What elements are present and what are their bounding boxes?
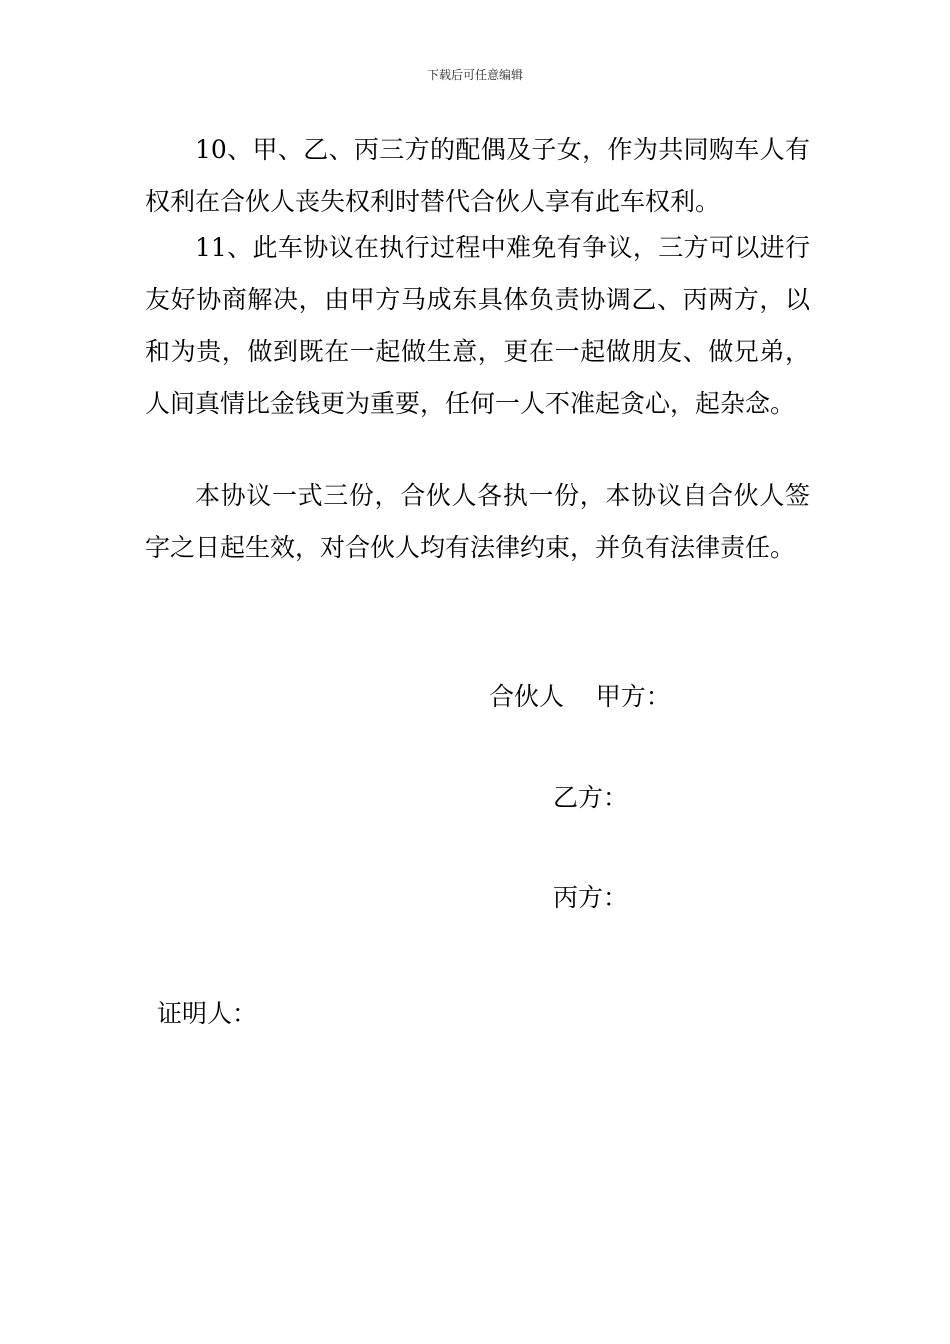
signature-witness: 证明人： <box>157 999 258 1028</box>
signature-party-b: 乙方： <box>553 783 629 812</box>
closing-paragraph: 本协议一式三份，合伙人各执一份，本协议自合伙人签字之日起生效，对合伙人均有法律约束，并负有法律责任。 <box>145 481 810 562</box>
signature-partner-a: 合伙人 甲方： <box>489 682 671 711</box>
signature-party-c: 丙方： <box>553 883 629 912</box>
clause-11-paragraph: 11、此车协议在执行过程中难免有争议，三方可以进行友好协商解决，由甲方马成东具体负责协调乙、丙两方，以和为贵，做到既在一起做生意，更在一起做朋友、做兄弟，人间真情比金钱更为重要，任何一人不准起贪心，起杂念。 <box>145 233 810 418</box>
clause-10-paragraph: 10、甲、乙、丙三方的配偶及子女，作为共同购车人有权利在合伙人丧失权利时替代合伙人享有此车权利。 <box>145 135 810 216</box>
header-note: 下载后可任意编辑 <box>426 68 523 82</box>
